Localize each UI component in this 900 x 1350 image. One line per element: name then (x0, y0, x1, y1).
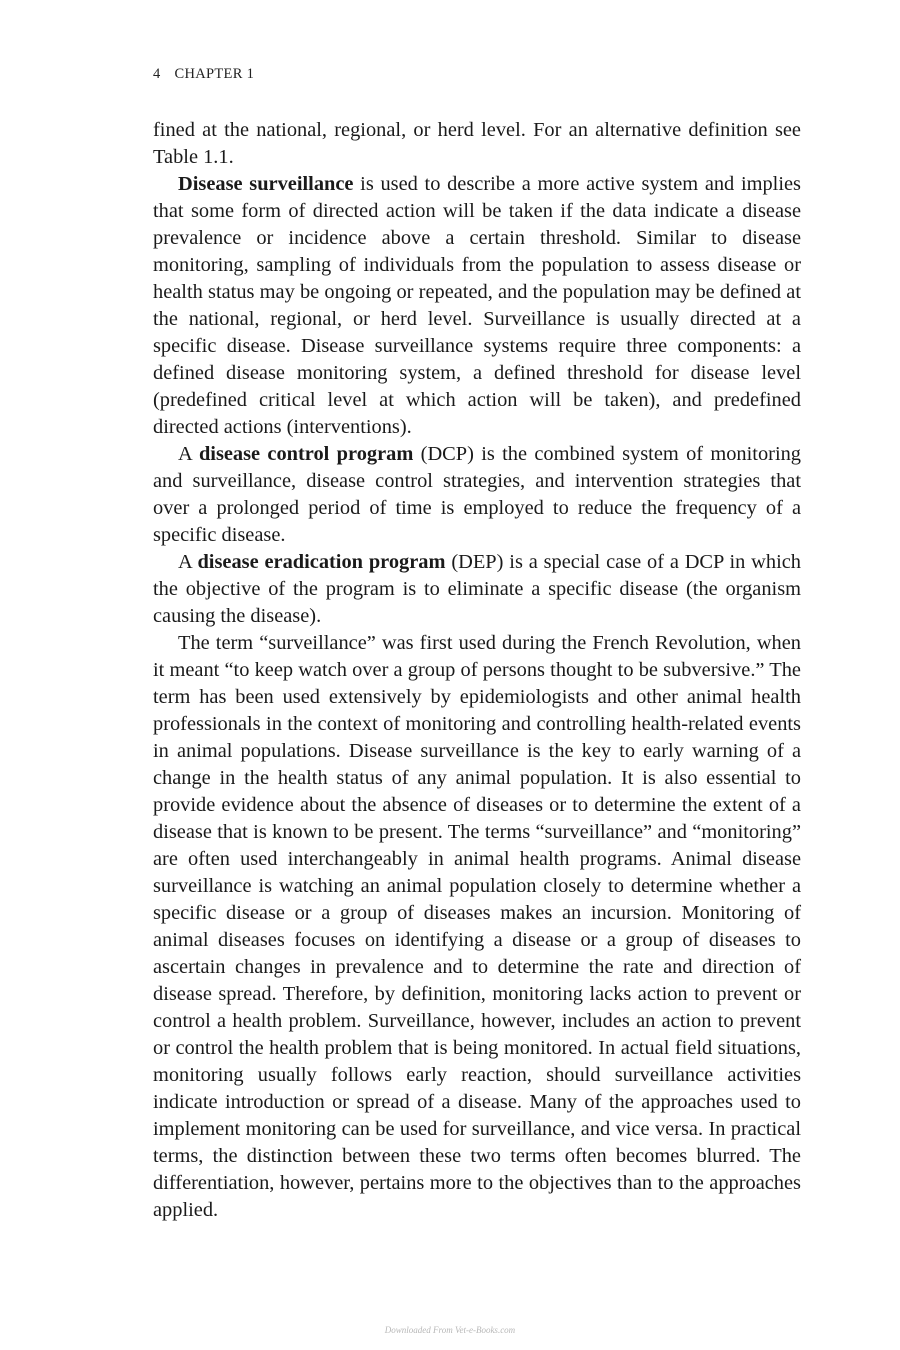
chapter-label: CHAPTER 1 (174, 66, 255, 82)
paragraph-text: The term “surveillance” was first used during the French Revolution, when it meant “to keep watch over a group of persons thought to be subversive.” The term has been used extensively by epidemiologists and other animal health professionals in the context of monitoring and controlling health-related events in animal populations. Disease surveillance is the key to early warning of a change in the health status of any animal population. It is also essential to provide evidence about the absence of diseases or to determine the extent of a disease that is known to be present. The terms “surveillance” and “monitoring” are often used interchangeably in animal health programs. Animal disease surveillance is watching an animal population closely to determine whether a specific disease or a group of diseases makes an incursion. Monitoring of animal diseases focuses on identifying a disease or a group of diseases to ascertain changes in prevalence and to determine the rate and direction of disease spread. Therefore, by definition, monitoring lacks action to prevent or control a health problem. Surveillance, however, includes an action to prevent or control the health problem that is being monitored. In actual field situations, monitoring usually follows early reaction, should surveillance activities indicate introduction or spread of a disease. Many of the approaches used to implement monitoring can be used for surveillance, and vice versa. In practical terms, the distinction between these two terms often becomes blurred. The differentiation, however, pertains more to the objectives than to the approaches applied. (153, 632, 801, 1221)
paragraph-disease-control-program (153, 441, 801, 549)
paragraph-text: (DEP) is a special case of a DCP in which the objective of the program is to eliminate a specific disease (the organism causing the disease). (153, 551, 801, 627)
running-head (153, 66, 254, 83)
paragraph-surveillance-history (153, 630, 801, 1224)
body-text (153, 117, 801, 1224)
defined-term: disease eradication program (197, 551, 446, 573)
paragraph-lead: A (178, 443, 199, 465)
paragraph-text: (DCP) is the combined system of monitoring and surveillance, disease control strategies, and intervention strategies that over a prolonged period of time is employed to reduce the frequency of a specific disease. (153, 443, 802, 546)
defined-term: Disease surveillance (178, 173, 354, 195)
paragraph-lead: A (178, 551, 198, 573)
paragraph-text: fined at the national, regional, or herd level. For an alternative definition see Table 1.1. (153, 119, 801, 168)
page-number: 4 (153, 66, 161, 82)
watermark: Downloaded From Vet-e-Books.com (384, 1325, 516, 1335)
defined-term: disease control program (198, 443, 414, 465)
paragraph-text: is used to describe a more active system and implies that some form of directed action will be taken if the data indicate a disease prevalence or incidence above a certain threshold. Similar to disease monitoring, sampling of individuals from the population to assess disease or health status may be ongoing or repeated, and the population may be defined at the national, regional, or herd level. Surveillance is usually directed at a specific disease. Disease surveillance systems require three components: a defined disease monitoring system, a defined threshold for disease level (predefined critical level at which action will be taken), and predefined directed actions (interventions). (153, 173, 801, 438)
paragraph-disease-surveillance (153, 171, 801, 441)
paragraph-continuation (153, 117, 801, 171)
paragraph-disease-eradication-program (153, 549, 801, 630)
